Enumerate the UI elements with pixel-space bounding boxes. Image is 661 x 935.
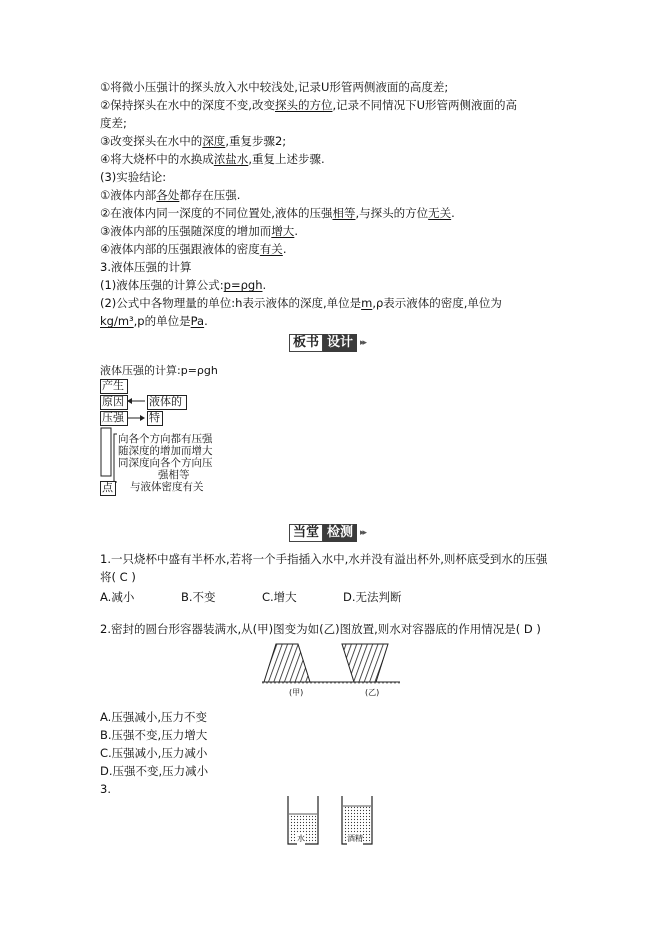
q1-option-b: B.不变: [181, 590, 216, 604]
f2-text-a: (2)公式中各物理量的单位:h表示液体的深度,单位是: [100, 296, 362, 310]
c2-text-a: ②在液体内同一深度的不同位置处,液体的压强: [100, 206, 333, 220]
q1-option-c: C.增大: [262, 590, 297, 604]
step2-cont: 度差;: [100, 116, 127, 130]
c4-answer: 有关: [259, 242, 283, 256]
step2-text-a: ②保持探头在水中的深度不变,改变: [100, 98, 275, 112]
f2-answer-1: m: [361, 296, 373, 310]
banner-arrows-icon: ▸▸: [360, 338, 366, 348]
step3-answer: 深度: [202, 134, 226, 148]
f2-text-b: ,ρ表示液体的密度,单位为: [372, 296, 502, 310]
c4-text-a: ④液体内部的压强跟液体的密度: [100, 242, 260, 256]
step4-text-b: ,重复上述步骤.: [248, 152, 325, 166]
f2-answer-2: kg/m³: [100, 314, 134, 328]
q3-label-alcohol: 酒精: [347, 834, 363, 843]
c2-answer-1: 相等: [332, 206, 356, 220]
c3-text-a: ③液体内部的压强随深度的增加而: [100, 224, 272, 238]
banner-class-test: [289, 524, 365, 542]
q2-figure: [262, 640, 400, 702]
banner-arrows-icon-2: ▸▸: [360, 528, 366, 538]
board-box-chansheng: 产生: [100, 379, 128, 394]
board-feature-4: 强相等: [158, 469, 190, 481]
q2-option-c: C.压强减小,压力减小: [100, 746, 208, 760]
c2-answer-2: 无关: [428, 206, 452, 220]
q1-text-1: 1.一只烧杯中盛有半杯水,若将一个手指插入水中,水并没有溢出杯外,则杯底受到水的压强: [100, 552, 548, 566]
board-box-yaqiang: 压强: [100, 411, 128, 426]
board-feature-1: 向各个方向都有压强: [118, 433, 213, 445]
board-box-yuanyin: 原因: [100, 395, 128, 410]
board-feature-5: 与液体密度有关: [130, 481, 204, 493]
q2-option-d: D.压强不变,压力减小: [100, 764, 209, 778]
step1: ①将微小压强计的探头放入水中较浅处,记录U形管两侧液面的高度差;: [100, 80, 449, 94]
q2-text: 2.密封的圆台形容器装满水,从(甲)图变为如(乙)图放置,则水对容器底的作用情况是( D ): [100, 622, 541, 636]
c2-text-b: ,与探头的方位: [355, 206, 429, 220]
c1-answer: 各处: [156, 188, 180, 202]
banner-test-white: 当堂: [289, 524, 323, 542]
step3-text-b: ,重复步骤2;: [225, 134, 287, 148]
banner-board-white: 板书: [289, 334, 323, 352]
step4-text-a: ④将大烧杯中的水换成: [100, 152, 214, 166]
board-feature-2: 随深度的增加而增大: [118, 445, 213, 457]
c1-text-a: ①液体内部: [100, 188, 157, 202]
f1-answer: p=ρgh: [223, 278, 263, 292]
c4-text-b: .: [282, 242, 287, 256]
f2-text-d: .: [204, 314, 208, 328]
q2-fig-label-b: (乙): [365, 688, 380, 697]
banner-test-dark: 检测: [323, 524, 357, 542]
step3-text-a: ③改变探头在水中的: [100, 134, 203, 148]
board-box-yeti: 液体的: [147, 395, 187, 410]
c1-text-b: 都存在压强.: [179, 188, 241, 202]
board-box-te: 特: [147, 411, 163, 426]
section3-title: 3.液体压强的计算: [100, 260, 192, 274]
q2-fig-label-a: (甲): [289, 688, 304, 697]
q2-option-b: B.压强不变,压力增大: [100, 728, 208, 742]
q2-option-a: A.压强减小,压力不变: [100, 710, 207, 724]
board-box-dian: 点: [100, 481, 116, 496]
f2-answer-3: Pa: [190, 314, 205, 328]
q3-number: 3.: [100, 782, 111, 796]
f1-text-b: .: [262, 278, 267, 292]
board-formula: 液体压强的计算:p=ρgh: [100, 364, 218, 377]
q1-option-d: D.无法判断: [343, 590, 402, 604]
c3-answer: 增大: [271, 224, 295, 238]
step2-answer: 探头的方位: [274, 98, 333, 112]
banner-board-dark: 设计: [323, 334, 357, 352]
step2-text-b: ,记录不同情况下U形管两侧液面的高: [332, 98, 518, 112]
conclusion-title: (3)实验结论:: [100, 170, 167, 184]
c3-text-b: .: [294, 224, 298, 238]
f1-text-a: (1)液体压强的计算公式:: [100, 278, 224, 292]
board-feature-3: 同深度向各个方向压: [118, 457, 213, 469]
c2-text-c: .: [451, 206, 455, 220]
q1-option-a: A.减小: [100, 590, 135, 604]
q1-text-2: 将( C ): [100, 570, 136, 584]
q3-label-water: 水: [297, 834, 305, 843]
f2-text-c: ,p的单位是: [133, 314, 191, 328]
step4-answer: 浓盐水: [213, 152, 249, 166]
